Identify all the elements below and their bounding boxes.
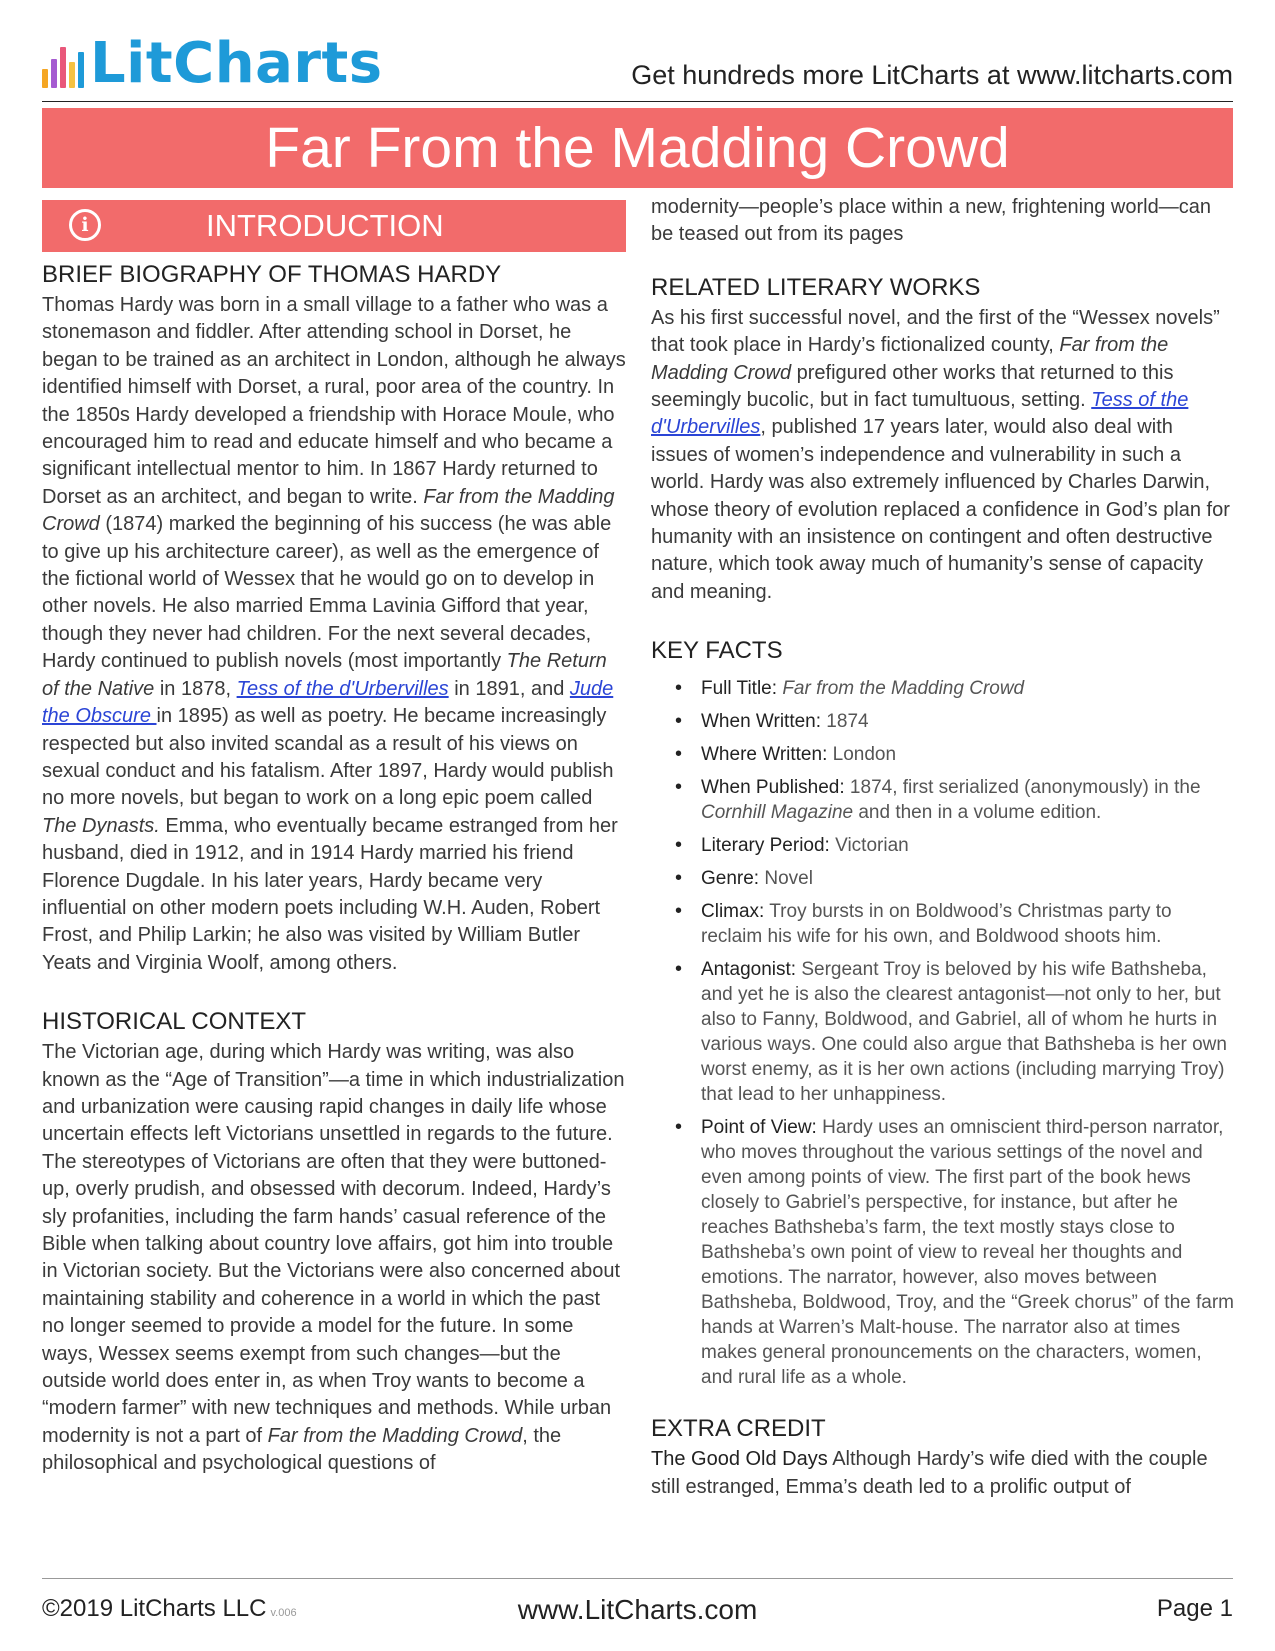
list-item: • Where Written: London: [651, 742, 1235, 767]
page-header: [42, 30, 1233, 102]
key-facts-list: [651, 676, 1235, 1390]
list-item: • When Published: 1874, first serialized (anonymously) in the Cornhill Magazine and then in a volume edition.: [651, 775, 1235, 825]
biography-heading: BRIEF BIOGRAPHY OF THOMAS HARDY: [42, 261, 502, 288]
jude-link[interactable]: Jude the Obscure: [42, 677, 614, 728]
introduction-heading: INTRODUCTION: [206, 208, 444, 243]
extra-credit-text: The Good Old Days Although Hardy’s wife died with the couple still estranged, Emma’s death led to a prolific output of: [651, 1448, 1208, 1498]
list-item: • When Written: 1874: [651, 709, 1235, 734]
introduction-banner: [42, 200, 626, 252]
info-icon: i: [69, 209, 101, 241]
page-number: Page 1: [1156, 1595, 1233, 1622]
header-divider: [42, 101, 1233, 102]
left-column: [42, 258, 626, 1478]
logo-bar: [42, 69, 48, 88]
key-facts-heading: KEY FACTS: [651, 637, 783, 665]
version-label: v.006: [270, 1607, 297, 1619]
logo-text: LitCharts: [90, 31, 383, 96]
tess-link[interactable]: Tess of the d'Urbervilles: [651, 389, 1189, 439]
related-works-text: As his first successful novel, and the first of the “Wessex novels” that took place in Hardy’s fictionalized county, Far from the Madding Crowd prefigured other works that returned to this seemingly bucolic, but in fact tumultuous, setting. Tess of the d'Urbervilles, published 17 years later, would also deal with issues of women’s independence and vulnerability in such a world. Hardy was also extremely influenced by Charles Darwin, whose theory of evolution replaced a confidence in God’s plan for humanity with an insistence on contingent and often destructive nature, which took away much of humanity’s sense of capacity and meaning.: [651, 306, 1230, 603]
list-item: • Genre: Novel: [651, 866, 1235, 891]
right-column: [651, 194, 1235, 1501]
historical-heading: HISTORICAL CONTEXT: [42, 1008, 307, 1036]
logo-bar: [51, 59, 57, 88]
logo-bar: [60, 47, 66, 88]
list-item: • Antagonist: Sergeant Troy is beloved by his wife Bathsheba, and yet he is also the clearest antagonist—not only to her, but also to Fanny, Boldwood, and Gabriel, all of whom he hurts in various ways. One could also argue that Bathsheba is her own worst enemy, as it is her own actions (including marrying Troy) that lead to her unhappiness.: [651, 957, 1235, 1107]
logo-bar: [78, 52, 84, 88]
header-tagline: Get hundreds more LitCharts at www.litcharts.com: [631, 60, 1233, 90]
list-item: • Climax: Troy bursts in on Boldwood’s Christmas party to reclaim his wife for his own, and Boldwood shoots him.: [651, 899, 1235, 949]
historical-text-continued: modernity—people’s place within a new, frightening world—can be teased out from its pages: [651, 196, 1211, 246]
page-footer: [42, 1595, 1233, 1635]
logo-bars-icon: [42, 40, 84, 88]
historical-text: The Victorian age, during which Hardy was writing, was also known as the “Age of Transition”—a time in which industrialization and urbanization were causing rapid changes in daily life whose uncertain effects left Victorians unsettled in regards to the future. The stereotypes of Victorians are often that they were buttoned-up, overly prudish, and obsessed with decorum. Indeed, Hardy’s sly profanities, including the farm hands’ casual reference of the Bible when talking about country love affairs, got him into trouble in Victorian society. But the Victorians were also concerned about maintaining stability and coherence in a world in which the past no longer seemed to provide a model for the future. In some ways, Wessex seems exempt from such changes—but the outside world does enter in, as when Troy wants to become a “modern farmer” with new techniques and methods. While urban modernity is not a part of Far from the Madding Crowd, the philosophical and psychological questions of: [42, 1041, 625, 1475]
copyright: ©2019 LitCharts LLC v.006: [42, 1595, 297, 1622]
litcharts-logo[interactable]: [42, 30, 383, 94]
tess-link[interactable]: Tess of the d'Urbervilles: [236, 677, 449, 700]
list-item: • Point of View: Hardy uses an omniscient third-person narrator, who moves throughout the various settings of the novel and even among points of view. The first part of the book hews closely to Gabriel’s perspective, for instance, but after he reaches Bathsheba’s farm, the text mostly stays close to Bathsheba’s own point of view to reveal her thoughts and emotions. The narrator, however, also moves between Bathsheba, Boldwood, Troy, and the “Greek chorus” of the farm hands at Warren’s Malt-house. The narrator also at times makes general pronouncements on the characters, women, and rural life as a whole.: [651, 1115, 1235, 1390]
footer-divider: [42, 1578, 1233, 1579]
footer-site-link[interactable]: www.LitCharts.com: [517, 1594, 758, 1625]
biography-text: Thomas Hardy was born in a small village to a father who was a stonemason and fiddler. After attending school in Dorset, he began to be trained as an architect in London, although he always identified himself with Dorset, a rural, poor area of the country. In the 1850s Hardy developed a friendship with Horace Moule, who encouraged him to read and educate himself and who became a significant intellectual mentor to him. In 1867 Hardy returned to Dorset as an architect, and began to write. Far from the Madding Crowd (1874) marked the beginning of his success (he was able to give up his architecture career), as well as the emergence of the fictional world of Wessex that he would go on to develop in other novels. He also married Emma Lavinia Gifford that year, though they never had children. For the next several decades, Hardy continued to publish novels (most importantly The Return of the Native in 1878, Tess of the d'Urbervilles in 1891, and Jude the Obscure in 1895) as well as poetry. He became increasingly respected but also invited scandal as a result of his views on sexual conduct and his fatalism. After 1897, Hardy would publish no more novels, but began to work on a long epic poem called The Dynasts. Emma, who eventually became estranged from her husband, died in 1912, and in 1914 Hardy married his friend Florence Dugdale. In his later years, Hardy became very influential on other modern poets including W.H. Auden, Robert Frost, and Philip Larkin; he also was visited by William Butler Yeats and Virginia Woolf, among others.: [42, 294, 626, 974]
list-item: • Literary Period: Victorian: [651, 833, 1235, 858]
logo-bar: [69, 62, 75, 88]
list-item: • Full Title: Far from the Madding Crowd: [651, 676, 1235, 701]
related-works-heading: RELATED LITERARY WORKS: [651, 273, 981, 301]
extra-credit-heading: EXTRA CREDIT: [651, 1415, 826, 1443]
page-title: Far From the Madding Crowd: [42, 108, 1233, 188]
